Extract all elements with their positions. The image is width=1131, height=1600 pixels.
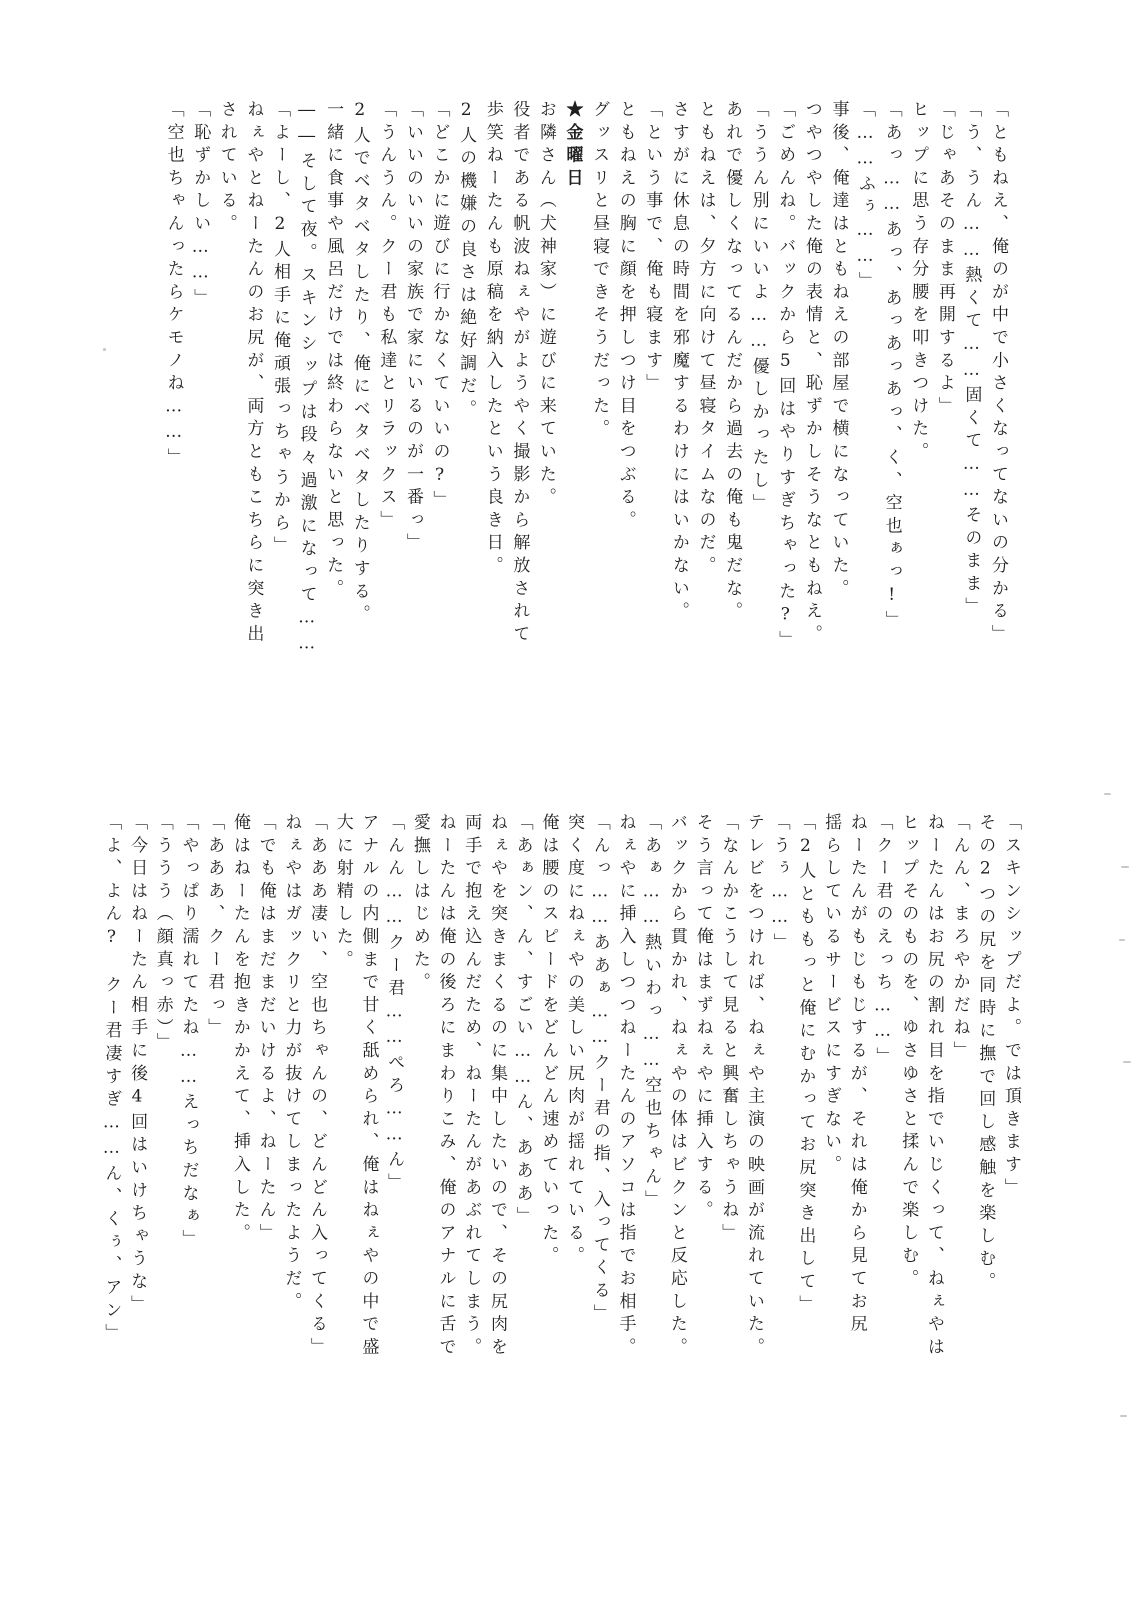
text-column: テレビをつければ、ねぇや主演の映画が流れていた。 xyxy=(743,813,764,1361)
text-column: ヒップに思う存分腰を叩きつけた。 xyxy=(908,100,929,465)
text-column: 「うぅ……」 xyxy=(769,813,790,956)
text-column: 「空也ちゃんったらケモノね……」 xyxy=(163,100,184,471)
text-column: 「よ、よん? クー君凄すぎ……ん、くぅ、アン」 xyxy=(101,813,122,1347)
text-column: 「んっ……ああぁ……クー君の指、入ってくる」 xyxy=(589,813,610,1327)
text-column: 「……ふぅ……」 xyxy=(855,100,876,295)
text-column: ねぇやとねーたんのお尻が、両方ともこちらに突き出 xyxy=(243,100,264,648)
text-column: 俺はねーたんを抱きかかえて、挿入した。 xyxy=(229,813,250,1247)
text-column: 「なんかこうして見ると興奮しちゃうね」 xyxy=(718,813,739,1247)
text-column: 「という事で、俺も寝ます」 xyxy=(642,100,663,397)
text-column: 「いいのいいの家族で家にいるのが一番っ」 xyxy=(402,100,423,556)
text-column: 「う、うん……熱くて……固くて……そのまま」 xyxy=(961,100,982,620)
text-column: 「あああ凄い、空也ちゃんの、どんどん入ってくる」 xyxy=(307,813,328,1361)
scan-speck xyxy=(1119,939,1125,941)
text-column: 突く度にねぇやの美しい尻肉が揺れている。 xyxy=(564,813,585,1269)
text-column: 「うんうん。クー君も私達とリラックス」 xyxy=(376,100,397,534)
text-column: 「でも俺はまだまだいけるよ、ねーたん」 xyxy=(255,813,276,1247)
text-column: 一緒に食事や風呂だけでは終わらないと思った。 xyxy=(323,100,344,602)
text-column: バックから貫かれ、ねぇやの体はビクンと反応した。 xyxy=(666,813,687,1361)
text-column: 「恥ずかしい……」 xyxy=(190,100,211,312)
text-column: ねーたんがもじもじするが、それは俺から見てお尻 xyxy=(846,813,867,1338)
text-column: 「どこかに遊びに行かなくていいの?」 xyxy=(429,100,450,514)
text-column: 「あぁン、ん、すごい……ん、あああ」 xyxy=(512,813,533,1230)
section-heading: ★金曜日 xyxy=(562,100,583,192)
text-column: 「んん、まろやかだね」 xyxy=(949,813,970,1064)
text-column: 「よーし、2人相手に俺頑張っちゃうから」 xyxy=(269,100,290,559)
text-column: ねぇやはガックリと力が抜けてしまったようだ。 xyxy=(281,813,302,1315)
scan-speck xyxy=(1123,1061,1131,1063)
text-column: ともねえの胸に顔を押しつけ目をつぶる。 xyxy=(615,100,636,534)
text-column: 「んん……クー君……ぺろ……ん」 xyxy=(384,813,405,1196)
scan-speck xyxy=(1121,866,1129,868)
text-column: グッスリと昼寝できそうだった。 xyxy=(589,100,610,442)
text-column: 「クー君のえっち……」 xyxy=(872,813,893,1070)
text-column: 「じゃあそのまま再開するよ」 xyxy=(934,100,955,420)
text-column: 「やっぱり濡れてたね……えっちだなぁ」 xyxy=(178,813,199,1253)
text-column: 「スキンシップだよ。では頂きます」 xyxy=(1001,813,1021,1201)
story-block-top xyxy=(160,100,1011,678)
text-column: 歩笑ねーたんも原稿を納入したという良き日。 xyxy=(482,100,503,579)
text-column: 「ごめんね。バックから5回はやりすぎちゃった?」 xyxy=(775,100,796,654)
text-column: さすがに休息の時間を邪魔するわけにはいかない。 xyxy=(668,100,689,625)
text-column: 「ううう（顔真っ赤）」 xyxy=(152,813,173,1056)
text-column: 大に射精した。 xyxy=(332,813,353,973)
scan-speck xyxy=(1104,793,1111,795)
text-column: 「あぁ……熱いわっ……空也ちゃん」 xyxy=(641,813,662,1213)
text-column: ともねえは、夕方に向けて昼寝タイムなのだ。 xyxy=(695,100,716,579)
text-column: ねぇやを突きまくるのに集中したいので、その尻肉を xyxy=(486,813,507,1361)
text-column: 2人でベタベタしたり、俺にベタベタしたりする。 xyxy=(349,100,370,628)
text-column: お隣さん（犬神家）に遊びに来ていた。 xyxy=(535,100,556,511)
text-column: 「ううん別にいいよ……優しかったし」 xyxy=(748,100,769,517)
text-column: 俺は腰のスピードをどんどん速めていった。 xyxy=(538,813,559,1269)
text-column: 「ともねえ、俺のが中で小さくなってないの分かる」 xyxy=(988,100,1008,648)
text-column: そう言って俺はまずねぇやに挿入する。 xyxy=(692,813,713,1224)
text-column: ねーたんはお尻の割れ目を指でいじくって、ねぇやは xyxy=(923,813,944,1361)
text-column: 揺らしているサービスにすぎない。 xyxy=(821,813,842,1178)
text-column: 両手で抱え込んだため、ねーたんがあぶれてしまう。 xyxy=(461,813,482,1361)
text-column: その2つの尻を同時に撫で回し感触を楽しむ。 xyxy=(975,813,996,1295)
text-column: 「今日はねーたん相手に後4回はいけちゃうな」 xyxy=(127,813,148,1318)
text-column: 役者である帆波ねぇやがようやく撮影から解放されて xyxy=(509,100,530,648)
text-column: ――そして夜。スキンシップは段々過激になって…… xyxy=(296,100,317,660)
text-column: つやつやした俺の表情と、恥ずかしそうなともねえ。 xyxy=(801,100,822,648)
text-column: 2人の機嫌の良さは絶好調だ。 xyxy=(456,100,477,423)
text-column: ヒップそのものを、ゆさゆさと揉んで楽しむ。 xyxy=(898,813,919,1292)
story-block-bottom xyxy=(98,813,1023,1391)
text-column: 愛撫しはじめた。 xyxy=(409,813,430,996)
text-column: ねぇやに挿入しつつねーたんのアソコは指でお相手。 xyxy=(615,813,636,1361)
text-column: 「あああ、クー君っ」 xyxy=(204,813,225,1041)
text-column: アナルの内側まで甘く舐められ、俺はねぇやの中で盛 xyxy=(358,813,379,1361)
text-column: ねーたんは俺の後ろにまわりこみ、俺のアナルに舌で xyxy=(435,813,456,1361)
text-column: 「2人とももっと俺にむかってお尻突き出して」 xyxy=(795,813,816,1318)
text-column: されている。 xyxy=(216,100,237,237)
text-column: 事後、俺達はともねえの部屋で横になっていた。 xyxy=(828,100,849,602)
scan-speck xyxy=(103,348,106,351)
text-column: あれで優しくなってるんだから過去の俺も鬼だな。 xyxy=(722,100,743,625)
scan-speck xyxy=(1120,1415,1127,1417)
text-column: 「あっ……あっ、あっあっあっ、く、空也ぁっ!」 xyxy=(881,100,902,634)
